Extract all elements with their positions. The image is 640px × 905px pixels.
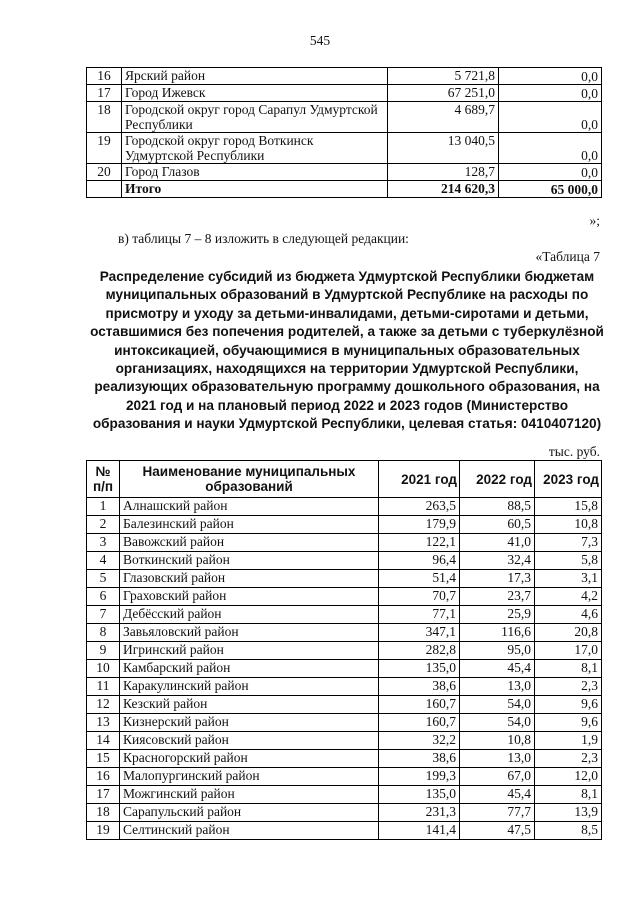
table-row — [87, 678, 602, 696]
value-2023: 5,8 — [535, 552, 602, 570]
value-2022: 13,0 — [460, 678, 535, 696]
row-number: 10 — [87, 660, 120, 678]
row-number: 15 — [87, 750, 120, 768]
main-table — [86, 460, 602, 840]
municipality-name: Городской округ город Воткинск Удмуртской Республики — [122, 133, 388, 164]
table-row — [87, 624, 602, 642]
header-2023: 2023 год — [535, 461, 602, 498]
header-2022: 2022 год — [460, 461, 535, 498]
value-2023: 3,1 — [535, 570, 602, 588]
value-2022: 23,7 — [460, 588, 535, 606]
value-2022: 13,0 — [460, 750, 535, 768]
value-2023: 17,0 — [535, 642, 602, 660]
value-2023: 8,1 — [535, 786, 602, 804]
header-row — [87, 461, 602, 498]
row-number: 1 — [87, 498, 120, 516]
value-2022: 32,4 — [460, 552, 535, 570]
instruction-paragraph: в) таблицы 7 – 8 изложить в следующей редакции: — [118, 231, 409, 246]
header-num: № п/п — [87, 461, 120, 498]
table-row — [87, 660, 602, 678]
municipality-name: Город Ижевск — [122, 85, 388, 102]
row-number: 7 — [87, 606, 120, 624]
municipality-name: Сарапульский район — [120, 804, 379, 822]
row-number: 18 — [87, 102, 122, 133]
table-row — [87, 768, 602, 786]
municipality-name: Ярский район — [122, 68, 388, 85]
municipality-name: Вавожский район — [120, 534, 379, 552]
table-row — [87, 804, 602, 822]
table-row — [87, 696, 602, 714]
municipality-name: Кезский район — [120, 696, 379, 714]
municipality-name: Воткинский район — [120, 552, 379, 570]
total-value-1: 214 620,3 — [388, 181, 499, 198]
value-2023: 8,1 — [535, 660, 602, 678]
value-2022: 116,6 — [460, 624, 535, 642]
value-1: 5 721,8 — [388, 68, 499, 85]
value-2: 0,0 — [499, 164, 602, 181]
value-2022: 45,4 — [460, 660, 535, 678]
table-row — [87, 570, 602, 588]
value-2022: 95,0 — [460, 642, 535, 660]
value-2021: 179,9 — [379, 516, 460, 534]
row-number: 18 — [87, 804, 120, 822]
municipality-name: Каракулинский район — [120, 678, 379, 696]
row-number: 6 — [87, 588, 120, 606]
municipality-name: Красногорский район — [120, 750, 379, 768]
value-2021: 32,2 — [379, 732, 460, 750]
row-number: 9 — [87, 642, 120, 660]
table-row — [87, 588, 602, 606]
total-label: Итого — [122, 181, 388, 198]
table-row — [87, 822, 602, 840]
row-number: 17 — [87, 85, 122, 102]
value-2022: 54,0 — [460, 696, 535, 714]
table-row — [87, 68, 602, 85]
value-2: 0,0 — [499, 102, 602, 133]
value-2021: 38,6 — [379, 678, 460, 696]
municipality-name: Дебёсский район — [120, 606, 379, 624]
table-row — [87, 133, 602, 164]
municipality-name: Городской округ город Сарапул Удмуртской Республики — [122, 102, 388, 133]
total-value-2: 65 000,0 — [499, 181, 602, 198]
value-2021: 160,7 — [379, 696, 460, 714]
table-row — [87, 164, 602, 181]
municipality-name: Кизнерский район — [120, 714, 379, 732]
value-2023: 9,6 — [535, 696, 602, 714]
value-2022: 88,5 — [460, 498, 535, 516]
table-row — [87, 102, 602, 133]
value-2023: 2,3 — [535, 750, 602, 768]
row-number: 12 — [87, 696, 120, 714]
value-2021: 96,4 — [379, 552, 460, 570]
value-2022: 25,9 — [460, 606, 535, 624]
value-2022: 17,3 — [460, 570, 535, 588]
row-number: 16 — [87, 68, 122, 85]
row-number: 19 — [87, 822, 120, 840]
value-2023: 10,8 — [535, 516, 602, 534]
municipality-name: Камбарский район — [120, 660, 379, 678]
value-2023: 7,3 — [535, 534, 602, 552]
value-1: 67 251,0 — [388, 85, 499, 102]
municipality-name: Можгинский район — [120, 786, 379, 804]
value-2: 0,0 — [499, 68, 602, 85]
value-1: 4 689,7 — [388, 102, 499, 133]
value-2023: 4,6 — [535, 606, 602, 624]
row-number: 14 — [87, 732, 120, 750]
value-1: 128,7 — [388, 164, 499, 181]
value-2: 0,0 — [499, 133, 602, 164]
value-2021: 199,3 — [379, 768, 460, 786]
table-row — [87, 516, 602, 534]
value-2021: 141,4 — [379, 822, 460, 840]
header-2021: 2021 год — [379, 461, 460, 498]
row-number: 16 — [87, 768, 120, 786]
table-label: «Таблица 7 — [535, 249, 600, 264]
table-row — [87, 552, 602, 570]
value-2022: 77,7 — [460, 804, 535, 822]
row-number: 3 — [87, 534, 120, 552]
table-row — [87, 85, 602, 102]
header-name: Наименование муниципальных образований — [120, 461, 379, 498]
value-2021: 282,8 — [379, 642, 460, 660]
municipality-name: Город Глазов — [122, 164, 388, 181]
table-row — [87, 498, 602, 516]
value-2021: 122,1 — [379, 534, 460, 552]
value-2023: 1,9 — [535, 732, 602, 750]
municipality-name: Глазовский район — [120, 570, 379, 588]
municipality-name: Балезинский район — [120, 516, 379, 534]
total-row — [87, 181, 602, 198]
value-2021: 263,5 — [379, 498, 460, 516]
value-2023: 12,0 — [535, 768, 602, 786]
value-2021: 135,0 — [379, 786, 460, 804]
value-2022: 41,0 — [460, 534, 535, 552]
municipality-name: Малопургинский район — [120, 768, 379, 786]
municipality-name: Киясовский район — [120, 732, 379, 750]
municipality-name: Селтинский район — [120, 822, 379, 840]
value-2023: 15,8 — [535, 498, 602, 516]
municipality-name: Граховский район — [120, 588, 379, 606]
table-row — [87, 732, 602, 750]
row-number: 8 — [87, 624, 120, 642]
value-2: 0,0 — [499, 85, 602, 102]
page-number: 545 — [309, 33, 331, 48]
value-2022: 45,4 — [460, 786, 535, 804]
table-row — [87, 714, 602, 732]
municipality-name: Игринский район — [120, 642, 379, 660]
value-2023: 9,6 — [535, 714, 602, 732]
total-empty-cell — [87, 181, 122, 198]
top-table — [86, 67, 602, 198]
value-2022: 60,5 — [460, 516, 535, 534]
row-number: 4 — [87, 552, 120, 570]
value-2022: 67,0 — [460, 768, 535, 786]
value-2021: 51,4 — [379, 570, 460, 588]
table-row — [87, 606, 602, 624]
unit-label: тыс. руб. — [548, 444, 600, 459]
table-row — [87, 786, 602, 804]
value-2021: 70,7 — [379, 588, 460, 606]
table-heading: Распределение субсидий из бюджета Удмуртской Республики бюджетам муниципальных образований в Удмуртской Республике на расходы по присмотру и уходу за детьми-инвалидами, детьми-сиротами и детьми, оставшимися без попечения родителей, а также за детьми с туберкулёзной интоксикацией, обучающимися в муниципальных образовательных организациях, находящихся на территории Удмуртской Республики, реализующих образовательную программу дошкольного образования, на 2021 год и на плановый период 2022 и 2023 годов (Министерство образования и науки Удмуртской Республики, целевая статья: 0410407120) — [90, 269, 604, 432]
row-number: 20 — [87, 164, 122, 181]
row-number: 11 — [87, 678, 120, 696]
value-2023: 20,8 — [535, 624, 602, 642]
value-1: 13 040,5 — [388, 133, 499, 164]
row-number: 13 — [87, 714, 120, 732]
table-row — [87, 750, 602, 768]
value-2021: 160,7 — [379, 714, 460, 732]
municipality-name: Алнашский район — [120, 498, 379, 516]
value-2021: 347,1 — [379, 624, 460, 642]
row-number: 19 — [87, 133, 122, 164]
table-row — [87, 642, 602, 660]
row-number: 17 — [87, 786, 120, 804]
value-2023: 13,9 — [535, 804, 602, 822]
row-number: 2 — [87, 516, 120, 534]
value-2023: 2,3 — [535, 678, 602, 696]
municipality-name: Завьяловский район — [120, 624, 379, 642]
value-2021: 135,0 — [379, 660, 460, 678]
closing-quote: »; — [589, 213, 600, 228]
value-2023: 4,2 — [535, 588, 602, 606]
row-number: 5 — [87, 570, 120, 588]
table-row — [87, 534, 602, 552]
value-2022: 54,0 — [460, 714, 535, 732]
value-2021: 77,1 — [379, 606, 460, 624]
value-2022: 10,8 — [460, 732, 535, 750]
value-2023: 8,5 — [535, 822, 602, 840]
value-2021: 38,6 — [379, 750, 460, 768]
value-2022: 47,5 — [460, 822, 535, 840]
value-2021: 231,3 — [379, 804, 460, 822]
